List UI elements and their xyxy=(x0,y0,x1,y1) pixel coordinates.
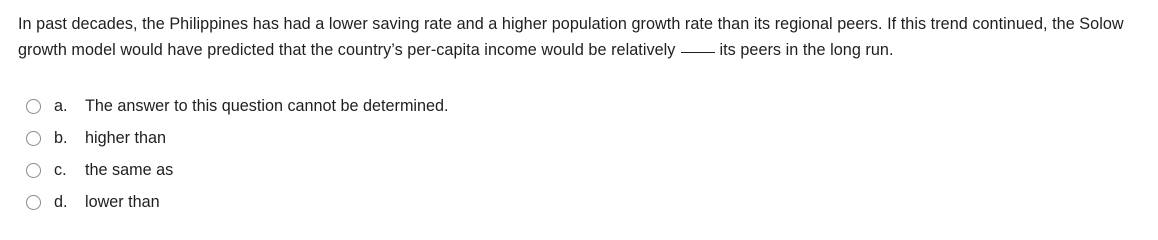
option-d[interactable] xyxy=(26,186,449,218)
question-text-before-blank: In past decades, the Philippines has had a lower saving rate and a higher population growth rate than its regional peers. If this trend continued, the Solow growth model would have predicted that the country’s per-capita income would be relatively xyxy=(18,15,1124,59)
radio-button-d[interactable] xyxy=(26,195,41,210)
option-text: lower than xyxy=(85,192,160,211)
answer-options xyxy=(26,90,449,218)
radio-button-a[interactable] xyxy=(26,99,41,114)
option-b[interactable] xyxy=(26,122,449,154)
option-text: the same as xyxy=(85,160,174,179)
radio-button-b[interactable] xyxy=(26,131,41,146)
option-letter: d. xyxy=(54,192,68,211)
option-text: higher than xyxy=(85,128,167,147)
option-letter: b. xyxy=(54,128,68,147)
question-text-after-blank: its peers in the long run. xyxy=(719,41,894,59)
option-c[interactable] xyxy=(26,154,449,186)
question-text xyxy=(18,11,1153,63)
option-text: The answer to this question cannot be determined. xyxy=(85,96,449,115)
answer-blank xyxy=(681,52,715,53)
radio-button-c[interactable] xyxy=(26,163,41,178)
option-letter: a. xyxy=(54,96,68,115)
option-letter: c. xyxy=(54,160,67,179)
option-a[interactable] xyxy=(26,90,449,122)
